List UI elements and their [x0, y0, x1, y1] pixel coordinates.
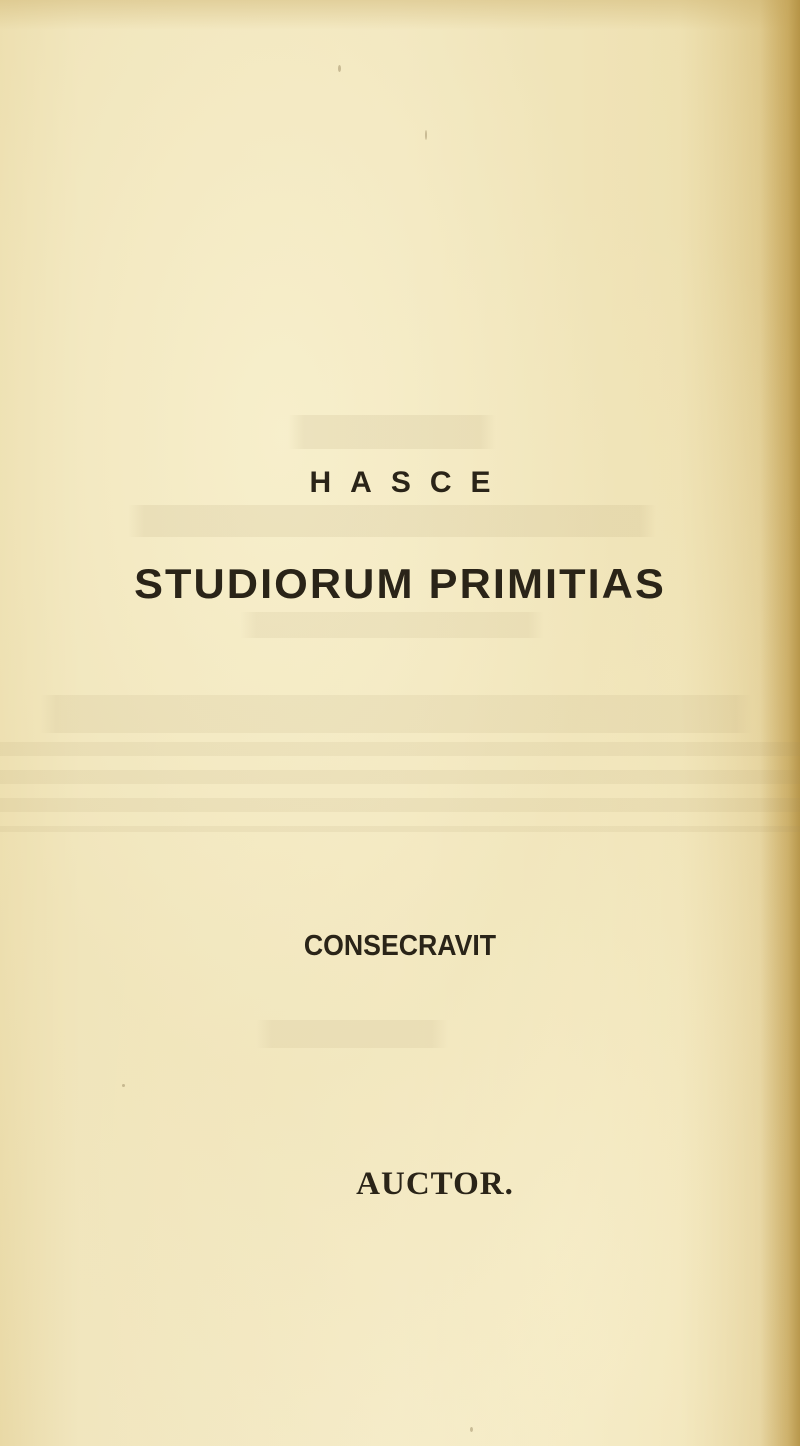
heading-studiorum-primitias: STUDIORUM PRIMITIAS: [134, 560, 666, 607]
bleed-through-texture: [0, 505, 800, 537]
bleed-through-texture: [0, 1020, 800, 1048]
paper-speck: [122, 1084, 125, 1087]
text-consecravit: CONSECRAVIT: [303, 930, 497, 962]
bleed-through-texture: [0, 742, 800, 832]
paper-speck: [338, 65, 341, 72]
paper-speck: [470, 1427, 473, 1432]
page-top-shadow: [0, 0, 800, 30]
heading-hasce: HASCE: [309, 466, 510, 499]
paper-speck: [425, 130, 427, 140]
bleed-through-texture: [0, 415, 800, 449]
bleed-through-texture: [0, 695, 800, 733]
bleed-through-texture: [0, 612, 800, 638]
text-auctor: AUCTOR.: [356, 1166, 514, 1202]
